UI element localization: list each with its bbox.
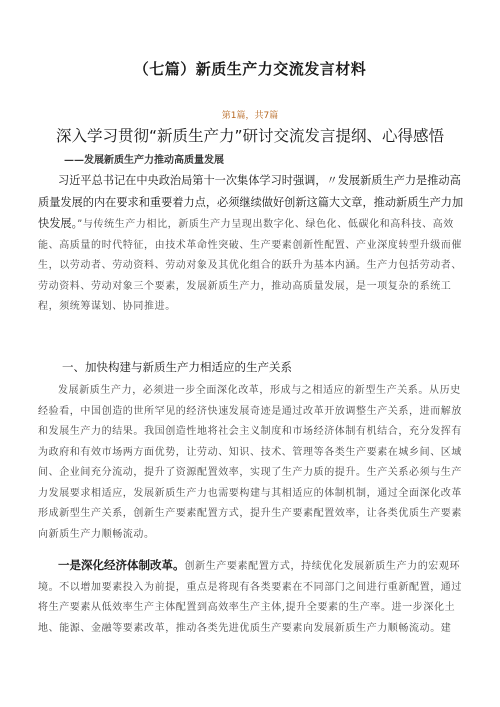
section-heading-1: 一、加快构建与新质生产力相适应的生产关系 [62, 360, 292, 374]
subtitle: ——发展新质生产力推动高质量发展 [64, 155, 224, 166]
point1-paragraph [38, 555, 468, 639]
intro-rest-text: ”与传统生产力相比，新质生产力呈现出数字化、绿色化、低碳化和高科技、高效能、高质量的时代特征，由技术革命性突破、生产要素创新性配置、产业深度转型升级而催生，以劳动者、劳动资料、劳动对象及其优化组合的跃升为基本内涵。生产力包括劳动者、劳动资料、劳动对象三个要素，发展新质生产力，推动高质量发展，是一项复杂的系统工程，须统筹谋划、协同推进。 [38, 219, 462, 312]
intro-lead-text: 习近平总书记在中央政治局第十一次集体学习时强调，〃发展新质生产力是推动高质量发展的内在要求和重要着力点，必须继续做好创新这篇大文章，推动新质生产力加快发展。 [38, 174, 464, 230]
main-heading: 深入学习贯彻“新质生产力”研讨交流发言提纲、心得感悟 [55, 127, 445, 145]
document-title: （七篇）新质生产力交流发言材料 [133, 60, 367, 78]
section1-paragraph [38, 381, 468, 545]
page-count: 第1篇，共7篇 [221, 111, 279, 121]
point1-rest-text: 创新生产要素配置方式，持续优化发展新质生产力的宏观环境。不以增加要素投入为前提，重点是将现有各类要素在不同部门之间进行重新配置，通过将生产要素从低效率生产主体配置到高效率生产主体,提升全要素的生产率。进一步深化土地、能源、金融等要素改革，推动各类先进优质生产要素向发展新质生产力顺畅流动。建 [38, 561, 462, 634]
intro-paragraph [38, 171, 468, 318]
section1-text: 发展新质生产力，必须进一步全面深化改革，形成与之相适应的新型生产关系。从历史经验看，中国创造的世所罕见的经济快速发展奇迹是通过改革开放调整生产关系，进而解放和发展生产力的结果。我国创造性地将社会主义制度和市场经济体制有机结合，充分发挥有为政府和有效市场两方面优势，让劳动、知识、技术、管理等各类生产要素在城乡间、区域间、企业间充分流动，提升了资源配置效率，实现了生产力质的提升。生产关系必须与生产力发展要求相适应，发展新质生产力也需要构建与其相适应的体制机制，通过全面深化改革形成新型生产关系，创新生产要素配置方式，提升生产要素配置效率，让各类优质生产要素向新质生产力顺畅流动。 [38, 385, 462, 540]
point1-lead-text: 一是深化经济体制改革。 [58, 558, 185, 572]
